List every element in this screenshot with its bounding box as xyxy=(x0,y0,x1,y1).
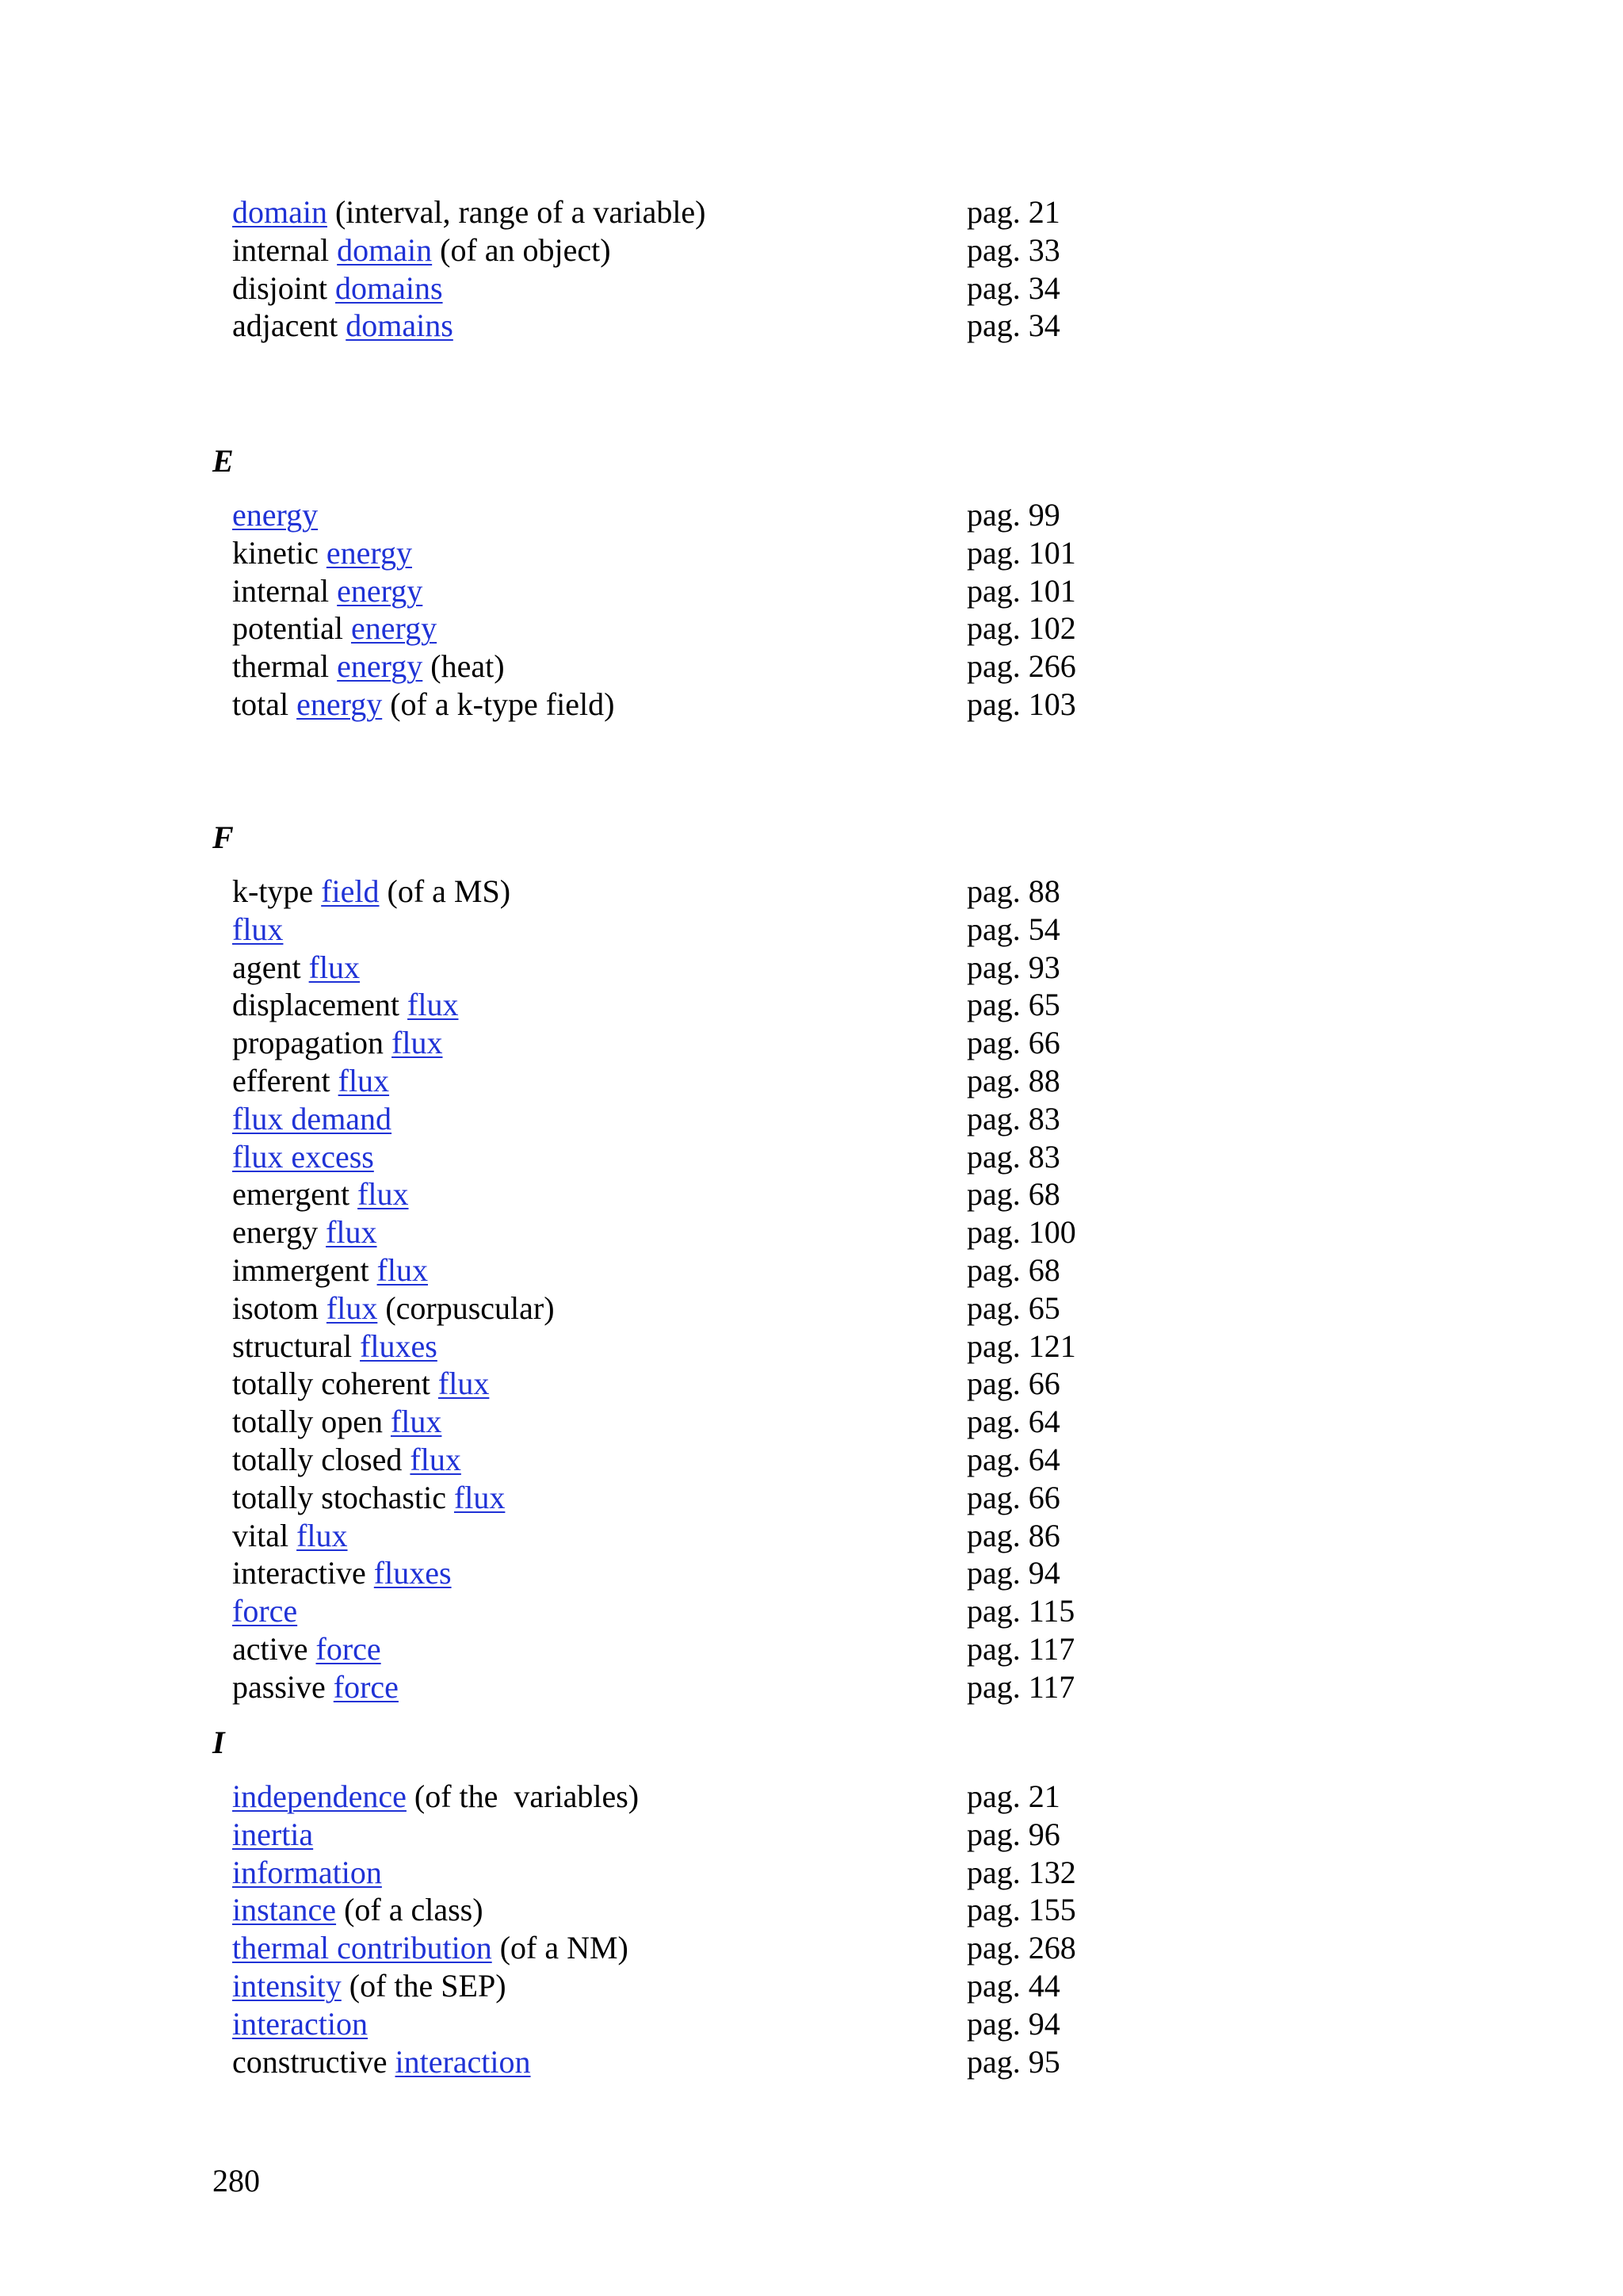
index-term xyxy=(232,686,614,724)
term-text: passive xyxy=(232,1668,334,1705)
index-entry xyxy=(0,1668,1623,1706)
index-term xyxy=(232,1554,452,1592)
index-term xyxy=(232,648,505,686)
index-entry xyxy=(0,231,1623,269)
page-reference: pag. 64 xyxy=(967,1404,1060,1440)
index-entry xyxy=(0,1441,1623,1479)
term-text: constructive xyxy=(232,2043,395,2080)
term-link[interactable]: energy xyxy=(232,497,319,533)
page-reference: pag. 34 xyxy=(967,269,1060,306)
index-term xyxy=(232,1630,381,1668)
page-reference: pag. 65 xyxy=(967,987,1060,1023)
term-text: disjoint xyxy=(232,269,336,306)
term-link[interactable]: energy xyxy=(350,610,437,647)
page-reference: pag. 266 xyxy=(967,648,1076,685)
term-text: agent xyxy=(232,949,309,985)
page-reference: pag. 117 xyxy=(967,1668,1075,1705)
term-link[interactable]: flux xyxy=(391,1025,443,1061)
page-reference: pag. 101 xyxy=(967,534,1076,571)
term-link[interactable]: domain xyxy=(232,194,327,230)
term-link[interactable]: thermal contribution xyxy=(232,1930,492,1966)
term-link[interactable]: flux xyxy=(232,911,284,947)
index-entry-list xyxy=(0,193,1623,345)
term-text: potential xyxy=(232,610,351,647)
index-term xyxy=(232,1517,348,1555)
page-reference: pag. 54 xyxy=(967,911,1060,947)
index-entry xyxy=(0,1854,1623,1892)
page-reference: pag. 96 xyxy=(967,1816,1060,1852)
term-text: (interval, range of a variable) xyxy=(327,194,706,230)
index-entry xyxy=(0,572,1623,610)
term-text: internal xyxy=(232,231,338,268)
term-link[interactable]: flux xyxy=(326,1289,378,1326)
page-reference: pag. 101 xyxy=(967,572,1076,609)
index-entry xyxy=(0,1024,1623,1062)
index-term xyxy=(232,1403,441,1441)
index-entry xyxy=(0,1517,1623,1555)
page-reference: pag. 33 xyxy=(967,231,1060,268)
page-reference: pag. 66 xyxy=(967,1479,1060,1515)
page-reference: pag. 99 xyxy=(967,497,1060,533)
term-link[interactable]: flux xyxy=(326,1214,377,1251)
index-term xyxy=(232,1441,461,1479)
index-term xyxy=(232,986,458,1024)
term-link[interactable]: interaction xyxy=(395,2043,531,2080)
index-term xyxy=(232,2005,368,2043)
term-text: totally closed xyxy=(232,1441,411,1477)
term-link[interactable]: flux xyxy=(338,1062,390,1098)
term-link[interactable]: energy xyxy=(337,648,423,685)
index-entry xyxy=(0,1816,1623,1854)
term-link[interactable]: field xyxy=(321,873,380,909)
index-entry xyxy=(0,1554,1623,1592)
index-term xyxy=(232,572,422,610)
index-term xyxy=(232,534,412,572)
page-reference: pag. 268 xyxy=(967,1930,1076,1966)
index-entry xyxy=(0,1138,1623,1176)
term-link[interactable]: force xyxy=(232,1593,298,1629)
term-link[interactable]: domains xyxy=(335,269,443,306)
index-term xyxy=(232,1891,483,1929)
term-link[interactable]: force xyxy=(333,1668,399,1705)
index-entry xyxy=(0,1251,1623,1289)
index-term xyxy=(232,1289,555,1328)
page-reference: pag. 66 xyxy=(967,1366,1060,1402)
index-term xyxy=(232,1778,639,1816)
term-link[interactable]: flux demand xyxy=(232,1100,392,1137)
index-entry xyxy=(0,307,1623,345)
index-entry xyxy=(0,534,1623,572)
term-link[interactable]: flux xyxy=(296,1517,348,1553)
page-reference: pag. 64 xyxy=(967,1441,1060,1477)
index-term xyxy=(232,307,453,345)
page-reference: pag. 68 xyxy=(967,1251,1060,1288)
index-entry xyxy=(0,193,1623,231)
term-text: (of a k-type field) xyxy=(382,686,615,722)
page-reference: pag. 155 xyxy=(967,1892,1076,1928)
term-text: (of a NM) xyxy=(491,1930,628,1966)
section-heading: I xyxy=(212,1725,225,1760)
index-term xyxy=(232,1100,391,1138)
index-entry xyxy=(0,873,1623,911)
index-term xyxy=(232,1062,389,1100)
term-text: (corpuscular) xyxy=(377,1289,555,1326)
page-number: 280 xyxy=(212,2163,260,2199)
page-reference: pag. 93 xyxy=(967,949,1060,985)
term-link[interactable]: fluxes xyxy=(373,1555,452,1591)
index-term xyxy=(232,1479,505,1517)
page-reference: pag. 44 xyxy=(967,1967,1060,2004)
term-text: thermal xyxy=(232,648,338,685)
index-term xyxy=(232,1251,428,1289)
index-entry xyxy=(0,1100,1623,1138)
index-term xyxy=(232,1138,374,1176)
term-link[interactable]: energy xyxy=(337,572,423,609)
term-text: adjacent xyxy=(232,308,346,344)
index-entry xyxy=(0,2005,1623,2043)
index-entry xyxy=(0,1630,1623,1668)
term-text: interactive xyxy=(232,1555,374,1591)
term-link[interactable]: flux xyxy=(376,1251,428,1288)
index-entry xyxy=(0,1289,1623,1328)
page-reference: pag. 83 xyxy=(967,1100,1060,1137)
page-reference: pag. 115 xyxy=(967,1593,1075,1629)
term-text: propagation xyxy=(232,1025,392,1061)
term-text: totally stochastic xyxy=(232,1479,454,1515)
term-link[interactable]: flux xyxy=(308,949,361,985)
index-term xyxy=(232,1328,437,1366)
term-link[interactable]: energy xyxy=(326,534,412,571)
index-term xyxy=(232,1213,377,1251)
term-text: total xyxy=(232,686,297,722)
page-reference: pag. 65 xyxy=(967,1289,1060,1326)
index-term xyxy=(232,1967,506,2005)
index-entry xyxy=(0,1592,1623,1630)
index-entry xyxy=(0,911,1623,949)
section-heading: E xyxy=(212,443,234,479)
index-entry xyxy=(0,609,1623,648)
index-term xyxy=(232,1929,628,1967)
term-link[interactable]: flux xyxy=(390,1404,442,1440)
index-term xyxy=(232,231,611,269)
term-link[interactable]: fluxes xyxy=(360,1328,437,1364)
term-text: active xyxy=(232,1630,316,1667)
term-link[interactable]: force xyxy=(315,1630,381,1667)
page-reference: pag. 86 xyxy=(967,1517,1060,1553)
page-reference: pag. 94 xyxy=(967,1555,1060,1591)
index-entry xyxy=(0,1213,1623,1251)
term-text: efferent xyxy=(232,1062,338,1098)
term-text: emergent xyxy=(232,1176,358,1213)
index-entry xyxy=(0,986,1623,1024)
page-reference: pag. 34 xyxy=(967,308,1060,344)
index-entry-list xyxy=(0,496,1623,724)
term-text: totally coherent xyxy=(232,1366,438,1402)
index-entry xyxy=(0,1365,1623,1403)
term-text: (of a class) xyxy=(336,1892,483,1928)
index-entry-list xyxy=(0,873,1623,1706)
page-reference: pag. 95 xyxy=(967,2043,1060,2080)
section-heading: F xyxy=(212,819,234,855)
page-reference: pag. 102 xyxy=(967,610,1076,647)
index-entry xyxy=(0,1175,1623,1213)
index-term xyxy=(232,1854,382,1892)
term-link[interactable]: flux xyxy=(410,1441,461,1477)
term-text: (of an object) xyxy=(432,231,611,268)
term-text: (of the variables) xyxy=(406,1778,640,1814)
index-entry-list xyxy=(0,1778,1623,2080)
page-reference: pag. 103 xyxy=(967,686,1076,722)
term-link[interactable]: intensity xyxy=(232,1967,342,2004)
index-term xyxy=(232,949,360,987)
term-text: kinetic xyxy=(232,534,327,571)
term-link[interactable]: flux xyxy=(437,1366,490,1402)
index-entry xyxy=(0,648,1623,686)
index-entry xyxy=(0,949,1623,987)
index-term xyxy=(232,193,706,231)
term-link[interactable]: flux xyxy=(357,1176,409,1213)
index-term xyxy=(232,1175,409,1213)
term-text: structural xyxy=(232,1328,361,1364)
index-entry xyxy=(0,1479,1623,1517)
term-text: displacement xyxy=(232,987,408,1023)
index-entry xyxy=(0,1891,1623,1929)
page-reference: pag. 21 xyxy=(967,1778,1060,1814)
term-link[interactable]: independence xyxy=(232,1778,407,1814)
index-entry xyxy=(0,2043,1623,2081)
term-link[interactable]: flux excess xyxy=(232,1138,374,1175)
page-reference: pag. 88 xyxy=(967,1062,1060,1098)
term-text: (of a MS) xyxy=(379,873,511,909)
term-link[interactable]: energy xyxy=(296,686,383,722)
page-reference: pag. 132 xyxy=(967,1854,1076,1890)
term-link[interactable]: domain xyxy=(337,231,433,268)
index-entry xyxy=(0,1403,1623,1441)
index-term xyxy=(232,911,283,949)
index-term xyxy=(232,609,437,648)
term-text: totally open xyxy=(232,1404,391,1440)
term-link[interactable]: inertia xyxy=(232,1816,314,1852)
index-term xyxy=(232,1024,443,1062)
page-reference: pag. 100 xyxy=(967,1214,1076,1251)
index-entry xyxy=(0,686,1623,724)
term-text: isotom xyxy=(232,1289,327,1326)
page-reference: pag. 94 xyxy=(967,2005,1060,2042)
index-term xyxy=(232,1816,313,1854)
page-reference: pag. 83 xyxy=(967,1138,1060,1175)
index-term xyxy=(232,873,510,911)
term-link[interactable]: domains xyxy=(346,308,453,344)
term-text: internal xyxy=(232,572,338,609)
term-text: immergent xyxy=(232,1251,377,1288)
term-link[interactable]: interaction xyxy=(232,2005,369,2042)
index-term xyxy=(232,1592,297,1630)
page-reference: pag. 21 xyxy=(967,194,1060,230)
index-entry xyxy=(0,1778,1623,1816)
index-term xyxy=(232,2043,531,2081)
term-text: (of the SEP) xyxy=(341,1967,506,2004)
term-link[interactable]: instance xyxy=(232,1892,337,1928)
term-link[interactable]: flux xyxy=(453,1479,506,1515)
page-reference: pag. 121 xyxy=(967,1328,1076,1364)
term-link[interactable]: information xyxy=(232,1854,382,1890)
index-term xyxy=(232,269,443,308)
index-term xyxy=(232,496,318,534)
index-entry xyxy=(0,1967,1623,2005)
term-text: energy xyxy=(232,1214,327,1251)
term-link[interactable]: flux xyxy=(407,987,459,1023)
index-term xyxy=(232,1365,489,1403)
index-entry xyxy=(0,1062,1623,1100)
page-reference: pag. 66 xyxy=(967,1025,1060,1061)
page-reference: pag. 88 xyxy=(967,873,1060,909)
index-entry xyxy=(0,1929,1623,1967)
index-term xyxy=(232,1668,399,1706)
page-reference: pag. 68 xyxy=(967,1176,1060,1213)
term-text: (heat) xyxy=(422,648,505,685)
page-reference: pag. 117 xyxy=(967,1630,1075,1667)
index-entry xyxy=(0,269,1623,308)
index-entry xyxy=(0,496,1623,534)
term-text: k-type xyxy=(232,873,322,909)
index-entry xyxy=(0,1328,1623,1366)
term-text: vital xyxy=(232,1517,297,1553)
